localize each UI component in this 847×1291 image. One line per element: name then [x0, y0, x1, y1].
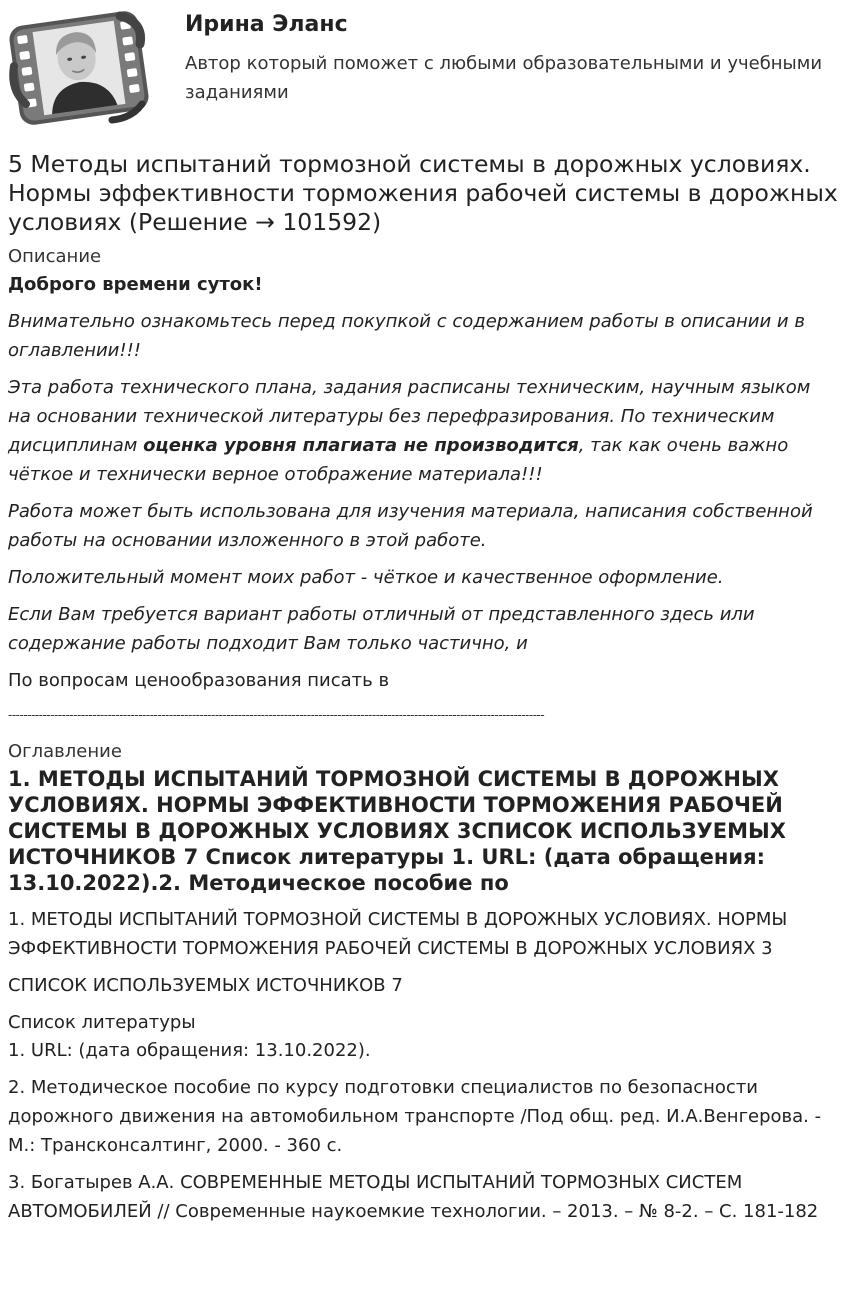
toc-label: Оглавление — [8, 741, 122, 762]
paragraph-2-bold-text: оценка уровня плагиата не производится — [143, 435, 579, 456]
description-label: Описание — [8, 246, 102, 267]
author-card — [0, 0, 847, 135]
greeting-text: Доброго времени суток! — [8, 274, 263, 295]
author-description: Автор который поможет с любыми образовательными и учебными заданиями — [185, 53, 823, 103]
paragraph-2-text-a: Эта работа технического плана, задания расписаны техническим, научным языком на основании технической литературы без перефразирования. По техническим дисциплинам — [8, 377, 811, 456]
toc-line-2: СПИСОК ИСПОЛЬЗУЕМЫХ ИСТОЧНИКОВ 7 — [8, 975, 403, 996]
paragraph-2-text-b: , так как очень важно чёткое и технически верное отображение материала!!! — [8, 435, 789, 485]
work-content — [8, 150, 838, 1226]
reference-item: 3. Богатырев А.А. СОВРЕМЕННЫЕ МЕТОДЫ ИСПЫТАНИЙ ТОРМОЗНЫХ СИСТЕМ АВТОМОБИЛЕЙ // Современные наукоемкие технологии. – 2013. – № 8-2. – С. 181-182 — [8, 1172, 819, 1222]
divider-line: -------------------------------------------------------------------------------------------------------------------------------------------- — [8, 708, 545, 722]
description-paragraph-3: Работа может быть использована для изучения материала, написания собственной работы на основании изложенного в этой работе. — [8, 501, 813, 551]
toc-heading: 1. МЕТОДЫ ИСПЫТАНИЙ ТОРМОЗНОЙ СИСТЕМЫ В ДОРОЖНЫХ УСЛОВИЯХ. НОРМЫ ЭФФЕКТИВНОСТИ ТОРМОЖЕНИЯ РАБОЧЕЙ СИСТЕМЫ В ДОРОЖНЫХ УСЛОВИЯХ 3СПИСОК ИСПОЛЬЗУЕМЫХ ИСТОЧНИКОВ 7 Список литературы 1. URL: (дата обращения: 13.10.2022).2. Методическое пособие по — [8, 767, 786, 895]
description-paragraph-4: Положительный момент моих работ - чёткое и качественное оформление. — [8, 567, 724, 588]
references-label: Список литературы — [8, 1012, 196, 1033]
toc-line-1: 1. МЕТОДЫ ИСПЫТАНИЙ ТОРМОЗНОЙ СИСТЕМЫ В ДОРОЖНЫХ УСЛОВИЯХ. НОРМЫ ЭФФЕКТИВНОСТИ ТОРМОЖЕНИЯ РАБОЧЕЙ СИСТЕМЫ В ДОРОЖНЫХ УСЛОВИЯХ 3 — [8, 909, 788, 959]
reference-item: 2. Методическое пособие по курсу подготовки специалистов по безопасности дорожного движения на автомобильном транспорте /Под общ. ред. И.А.Венгерова. - М.: Трансконсалтинг, 2000. - 360 с. — [8, 1077, 822, 1156]
page-title: 5 Методы испытаний тормозной системы в дорожных условиях. Нормы эффективности торможения рабочей системы в дорожных условиях (Решение → 101592) — [8, 150, 838, 236]
pricing-contact-text: По вопросам ценообразования писать в — [8, 670, 390, 691]
description-paragraph-5: Если Вам требуется вариант работы отличный от представленного здесь или содержание работы подходит Вам только частично, и — [8, 604, 755, 654]
author-name[interactable]: Ирина Эланс — [185, 12, 348, 37]
description-paragraph-1: Внимательно ознакомьтесь перед покупкой с содержанием работы в описании и в оглавлении!!! — [8, 311, 805, 361]
author-photo-film-frame-icon[interactable] — [8, 8, 150, 128]
reference-item: 1. URL: (дата обращения: 13.10.2022). — [8, 1040, 371, 1061]
description-paragraph-2 — [8, 373, 838, 489]
